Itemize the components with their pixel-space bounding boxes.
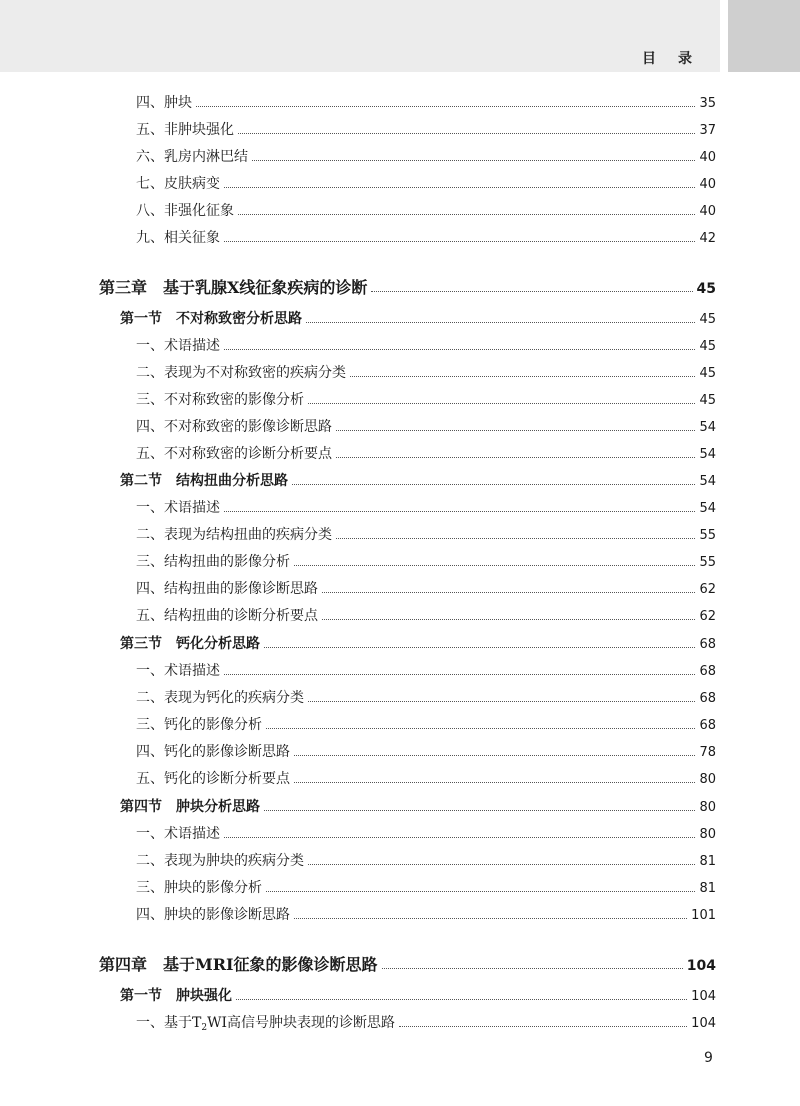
toc-page-number: 104 xyxy=(686,958,716,974)
dot-leader xyxy=(308,863,695,865)
toc-page-number: 55 xyxy=(699,555,716,570)
dot-leader xyxy=(238,213,695,215)
toc-page-number: 62 xyxy=(699,609,716,624)
toc-label: 四、结构扭曲的影像诊断思路 xyxy=(136,581,318,597)
toc-section[interactable] xyxy=(120,470,716,492)
dot-leader xyxy=(308,402,695,404)
toc-label: 四、肿块的影像诊断思路 xyxy=(136,907,290,923)
toc-page-number: 80 xyxy=(699,827,716,842)
toc-label: 九、相关征象 xyxy=(136,230,220,246)
toc-page-number: 68 xyxy=(699,691,716,706)
toc-section[interactable] xyxy=(120,796,716,818)
toc-label: 二、表现为不对称致密的疾病分类 xyxy=(136,365,346,381)
toc-item[interactable] xyxy=(136,687,716,709)
toc-label: 三、结构扭曲的影像分析 xyxy=(136,554,290,570)
toc-chapter[interactable] xyxy=(99,954,716,976)
dot-leader xyxy=(294,917,687,919)
toc-label: 第四节 肿块分析思路 xyxy=(120,799,260,815)
toc-label: 第一节 肿块强化 xyxy=(120,988,232,1004)
toc-label: 第四章 基于MRI征象的影像诊断思路 xyxy=(99,955,378,974)
toc-label: 三、钙化的影像分析 xyxy=(136,717,262,733)
dot-leader xyxy=(336,429,695,431)
toc-page-number: 68 xyxy=(699,637,716,652)
toc-page-number: 40 xyxy=(699,177,716,192)
dot-leader xyxy=(266,727,695,729)
toc-label: 一、术语描述 xyxy=(136,338,220,354)
toc-page-number: 40 xyxy=(699,150,716,165)
toc-page-number: 54 xyxy=(699,501,716,516)
toc-label: 七、皮肤病变 xyxy=(136,176,220,192)
toc-item[interactable] xyxy=(136,227,716,249)
toc-label: 八、非强化征象 xyxy=(136,203,234,219)
toc-page-number: 54 xyxy=(699,447,716,462)
toc-label: 第三节 钙化分析思路 xyxy=(120,636,260,652)
toc-label: 一、基于$T_2WI$高信号肿块表现的诊断思路 xyxy=(136,1015,395,1033)
dot-leader xyxy=(196,105,695,107)
toc-label: 第一节 不对称致密分析思路 xyxy=(120,311,302,327)
toc-label: 二、表现为肿块的疾病分类 xyxy=(136,853,304,869)
toc-label: 一、术语描述 xyxy=(136,826,220,842)
toc-label: 五、钙化的诊断分析要点 xyxy=(136,771,290,787)
dot-leader xyxy=(382,967,683,969)
toc-item[interactable] xyxy=(136,877,716,899)
running-header-title: 目录 xyxy=(642,51,714,67)
toc-label: 二、表现为钙化的疾病分类 xyxy=(136,690,304,706)
toc-label: 五、结构扭曲的诊断分析要点 xyxy=(136,608,318,624)
toc-label: 五、不对称致密的诊断分析要点 xyxy=(136,446,332,462)
toc-page-number: 45 xyxy=(699,312,716,327)
header-band xyxy=(0,0,720,72)
toc-item[interactable] xyxy=(136,335,716,357)
toc-item[interactable] xyxy=(136,768,716,790)
dot-leader xyxy=(322,618,695,620)
toc-page-number: 45 xyxy=(699,339,716,354)
toc-item[interactable] xyxy=(136,524,716,546)
toc-page-number: 54 xyxy=(699,420,716,435)
dot-leader xyxy=(236,998,687,1000)
header-tab xyxy=(728,0,800,72)
toc-item[interactable] xyxy=(136,660,716,682)
dot-leader xyxy=(294,754,695,756)
toc-label: 一、术语描述 xyxy=(136,663,220,679)
dot-leader xyxy=(224,186,695,188)
toc-item[interactable] xyxy=(136,200,716,222)
toc-page-number: 55 xyxy=(699,528,716,543)
toc-page-number: 45 xyxy=(699,366,716,381)
toc-page-number: 37 xyxy=(699,123,716,138)
toc-section[interactable] xyxy=(120,633,716,655)
toc-page-number: 40 xyxy=(699,204,716,219)
toc-page-number: 62 xyxy=(699,582,716,597)
dot-leader xyxy=(306,321,695,323)
toc-item[interactable] xyxy=(136,362,716,384)
toc-section[interactable] xyxy=(120,985,716,1007)
toc-label: 五、非肿块强化 xyxy=(136,122,234,138)
toc-item[interactable] xyxy=(136,605,716,627)
toc-page-number: 35 xyxy=(699,96,716,111)
dot-leader xyxy=(308,700,695,702)
toc-page-number: 54 xyxy=(699,474,716,489)
page-number: 9 xyxy=(704,1050,713,1066)
toc-label: 四、钙化的影像诊断思路 xyxy=(136,744,290,760)
toc-page-number: 68 xyxy=(699,664,716,679)
toc-page-number: 42 xyxy=(699,231,716,246)
toc-page-number: 81 xyxy=(699,854,716,869)
toc-label: 四、肿块 xyxy=(136,95,192,111)
toc-item[interactable] xyxy=(136,389,716,411)
toc-label: 六、乳房内淋巴结 xyxy=(136,149,248,165)
dot-leader xyxy=(292,483,695,485)
toc-item[interactable] xyxy=(136,1012,716,1034)
toc-label: 一、术语描述 xyxy=(136,500,220,516)
dot-leader xyxy=(238,132,695,134)
toc-item[interactable] xyxy=(136,904,716,926)
toc-page-number: 101 xyxy=(691,908,716,923)
dot-leader xyxy=(294,781,695,783)
dot-leader xyxy=(350,375,695,377)
toc-item[interactable] xyxy=(136,146,716,168)
toc-label: 第三章 基于乳腺X线征象疾病的诊断 xyxy=(99,278,368,297)
dot-leader xyxy=(224,240,695,242)
toc-page-number: 81 xyxy=(699,881,716,896)
dot-leader xyxy=(371,290,692,292)
toc-item[interactable] xyxy=(136,823,716,845)
toc-item[interactable] xyxy=(136,497,716,519)
subscript: 2 xyxy=(201,1023,208,1033)
dot-leader xyxy=(264,809,695,811)
toc-page-number: 45 xyxy=(699,393,716,408)
toc-page-number: 45 xyxy=(696,281,716,297)
toc-label: 三、肿块的影像分析 xyxy=(136,880,262,896)
toc-page-number: 80 xyxy=(699,800,716,815)
toc-item[interactable] xyxy=(136,850,716,872)
toc-item[interactable] xyxy=(136,443,716,465)
toc-page-number: 78 xyxy=(699,745,716,760)
dot-leader xyxy=(266,890,695,892)
toc-item[interactable] xyxy=(136,119,716,141)
dot-leader xyxy=(322,591,695,593)
dot-leader xyxy=(224,673,695,675)
toc-page-number: 104 xyxy=(691,989,716,1004)
toc-label: 二、表现为结构扭曲的疾病分类 xyxy=(136,527,332,543)
toc-item[interactable] xyxy=(136,578,716,600)
toc-item[interactable] xyxy=(136,714,716,736)
toc-chapter[interactable] xyxy=(99,277,716,299)
toc-item[interactable] xyxy=(136,741,716,763)
dot-leader xyxy=(294,564,695,566)
dot-leader xyxy=(399,1025,687,1027)
dot-leader xyxy=(336,537,695,539)
toc-label: 第二节 结构扭曲分析思路 xyxy=(120,473,288,489)
toc-page-number: 68 xyxy=(699,718,716,733)
toc-item[interactable] xyxy=(136,416,716,438)
toc-label: 三、不对称致密的影像分析 xyxy=(136,392,304,408)
toc-label: 四、不对称致密的影像诊断思路 xyxy=(136,419,332,435)
toc-page-number: 104 xyxy=(691,1016,716,1031)
dot-leader xyxy=(264,646,695,648)
toc-item[interactable] xyxy=(136,551,716,573)
toc-section[interactable] xyxy=(120,308,716,330)
toc-item[interactable] xyxy=(136,92,716,114)
dot-leader xyxy=(336,456,695,458)
dot-leader xyxy=(224,510,695,512)
toc-page-number: 80 xyxy=(699,772,716,787)
toc-item[interactable] xyxy=(136,173,716,195)
dot-leader xyxy=(252,159,695,161)
dot-leader xyxy=(224,348,695,350)
dot-leader xyxy=(224,836,695,838)
